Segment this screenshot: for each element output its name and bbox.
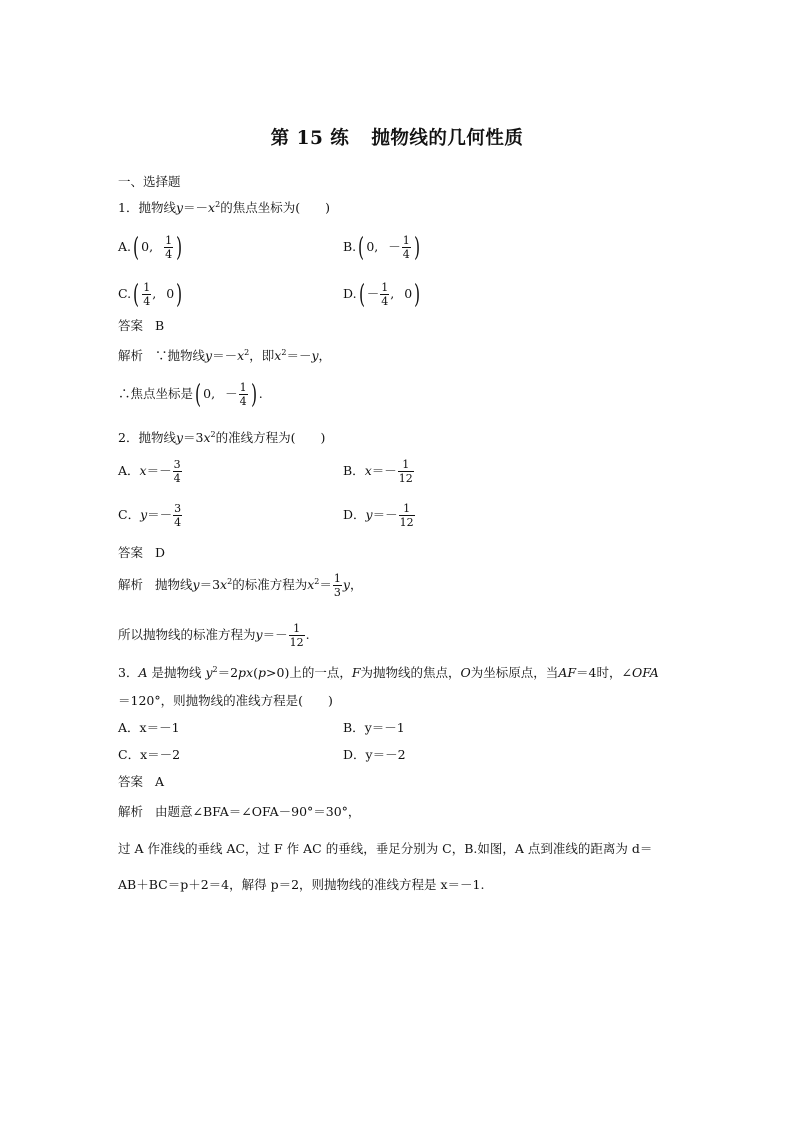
fraction: $\frac{1}{4}$	[239, 381, 247, 408]
title-prefix: 第 15 练	[270, 128, 350, 149]
q2-option-b: B．x＝－ $\frac{1}{12}$	[343, 458, 413, 485]
fraction: $\frac{1}{4}$	[165, 234, 173, 261]
q2-conclusion: 所以抛物线的标准方程为y＝－ $\frac{1}{12}$ .	[118, 622, 310, 649]
q1-answer: 答案 B	[118, 318, 165, 333]
fraction: $\frac{1}{12}$	[289, 622, 304, 649]
q1-conclusion: ∴焦点坐标是( 0, － $\frac{1}{4}$ ) .	[118, 379, 263, 410]
section-heading: 一、选择题	[118, 174, 181, 189]
q3-stem: 3．A 是抛物线 $y^2=2px(p>0)$上的一点，F为抛物线的焦点，O为坐标原点，当AF＝4时，∠OFA	[118, 665, 659, 680]
fraction: $\frac{1}{4}$	[381, 281, 389, 308]
q3-option-a: A．x＝－1	[118, 720, 180, 735]
q2-option-d: D．y＝－ $\frac{1}{12}$	[343, 502, 414, 529]
q1-option-c: C.( $\frac{1}{4}$ , 0)	[118, 279, 183, 310]
page-title	[0, 124, 794, 150]
q3-answer: 答案 A	[118, 774, 165, 789]
fraction: $\frac{1}{4}$	[402, 234, 410, 261]
q3-analysis-line2: 过 A 作准线的垂线 AC，过 F 作 AC 的垂线，垂足分别为 C，B.如图，A 点到准线的距离为 d＝	[118, 841, 653, 856]
fraction: $\frac{1}{3}$	[333, 572, 341, 599]
q3-option-d: D．y＝－2	[343, 747, 406, 762]
q3-option-b: B．y＝－1	[343, 720, 405, 735]
fraction: $\frac{1}{4}$	[143, 281, 151, 308]
q2-answer: 答案 D	[118, 545, 166, 560]
fraction: $\frac{3}{4}$	[173, 458, 181, 485]
fraction: $\frac{1}{12}$	[398, 458, 413, 485]
q2-stem: 2．抛物线$y=3x^2$的准线方程为( )	[118, 430, 326, 445]
q3-analysis: 解析 由题意∠BFA＝∠OFA－90°＝30°，	[118, 804, 361, 819]
q2-option-c: C．y＝－ $\frac{3}{4}$	[118, 502, 182, 529]
title-main: 抛物线的几何性质	[371, 128, 524, 149]
fraction: $\frac{3}{4}$	[174, 502, 182, 529]
q1-option-d: D.( － $\frac{1}{4}$ , 0)	[343, 279, 421, 310]
q3-stem-line2: ＝120°，则抛物线的准线方程是( )	[118, 693, 333, 708]
q1-option-b: B.( 0, － $\frac{1}{4}$ )	[343, 232, 420, 263]
q2-analysis: 解析 抛物线$y=3x^2$的标准方程为$x^2=$ $\frac{1}{3}$ y，	[118, 572, 363, 599]
q1-stem: 1．抛物线$y=-x^2$的焦点坐标为( )	[118, 200, 330, 215]
fraction: $\frac{1}{12}$	[399, 502, 414, 529]
q3-analysis-line3: AB＋BC＝p＋2＝4，解得 p＝2，则抛物线的准线方程是 x＝－1.	[118, 877, 485, 892]
q1-analysis: 解析 ∵抛物线$y=-x^2$，即$x^2=-y$，	[118, 348, 332, 363]
q1-option-a: A.( 0, $\frac{1}{4}$ )	[118, 232, 183, 263]
q3-option-c: C．x＝－2	[118, 747, 181, 762]
q2-option-a: A．x＝－ $\frac{3}{4}$	[118, 458, 181, 485]
